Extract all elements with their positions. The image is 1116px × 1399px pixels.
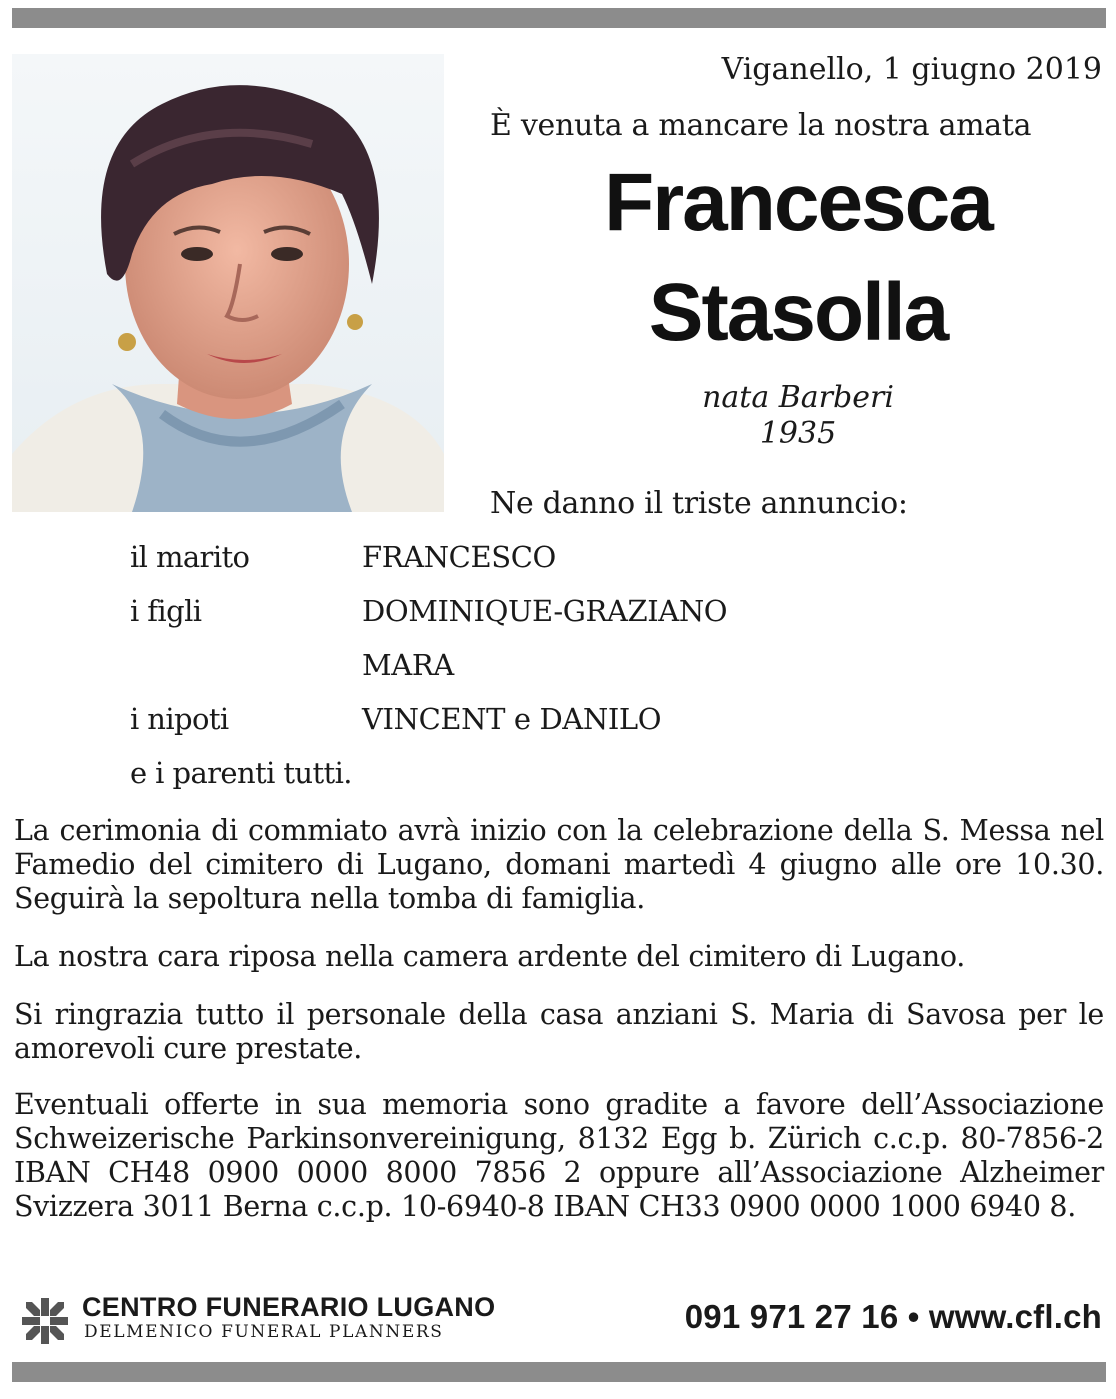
viewing-paragraph: La nostra cara riposa nella camera ardente del cimitero di Lugano.: [14, 940, 966, 973]
obituary-date: Viganello, 1 giugno 2019: [721, 52, 1102, 87]
deceased-first-name: Francesca: [604, 157, 992, 248]
relative-name-child-2: MARA: [362, 648, 454, 682]
footer-contact: 091 971 27 16 • www.cfl.ch: [684, 1298, 1102, 1335]
birth-year: 1935: [759, 416, 837, 451]
funeral-cross-logo-icon: [20, 1296, 70, 1346]
relative-label-grandchildren: i nipoti: [130, 702, 229, 736]
relative-name-grandchildren: VINCENT e DANILO: [362, 702, 662, 736]
other-relatives-text: e i parenti tutti.: [130, 756, 352, 790]
maiden-name: nata Barberi: [702, 380, 894, 415]
relative-label-children: i figli: [130, 594, 202, 628]
deceased-last-name: Stasolla: [648, 267, 948, 358]
thanks-paragraph: Si ringrazia tutto il personale della casa anziani S. Maria di Savosa per le amorevoli cure prestate.: [14, 998, 1104, 1065]
footer-company-name: CENTRO FUNERARIO LUGANO: [82, 1292, 496, 1322]
relative-label-husband: il marito: [130, 540, 250, 574]
footer-company-subtitle: DELMENICO FUNERAL PLANNERS: [84, 1322, 444, 1342]
ceremony-paragraph: La cerimonia di commiato avrà inizio con la celebrazione della S. Messa nel Famedio del cimitero di Lugano, domani martedì 4 giugno alle ore 10.30. Seguirà la sepoltura nella tomba di famiglia.: [14, 814, 1104, 915]
donations-paragraph: Eventuali offerte in sua memoria sono gradite a favore dell’Associazione Schweizerische Parkinsonvereinigung, 8132 Egg b. Zürich c.c.p. 80-7856-2 IBAN CH48 0900 0000 8000 7856 2 oppure all’Associazione Alzheimer Svizzera 3011 Berna c.c.p. 10-6940-8 IBAN CH33 0900 0000 1000 6940 8.: [14, 1088, 1104, 1223]
announcement-text: Ne danno il triste annuncio:: [490, 486, 908, 521]
intro-text: È venuta a mancare la nostra amata: [490, 108, 1032, 143]
top-divider-bar: [12, 8, 1106, 28]
relative-name-husband: FRANCESCO: [362, 540, 556, 574]
portrait-photo: [12, 54, 444, 512]
relative-name-child-1: DOMINIQUE-GRAZIANO: [362, 594, 728, 628]
bottom-divider-bar: [12, 1362, 1106, 1382]
